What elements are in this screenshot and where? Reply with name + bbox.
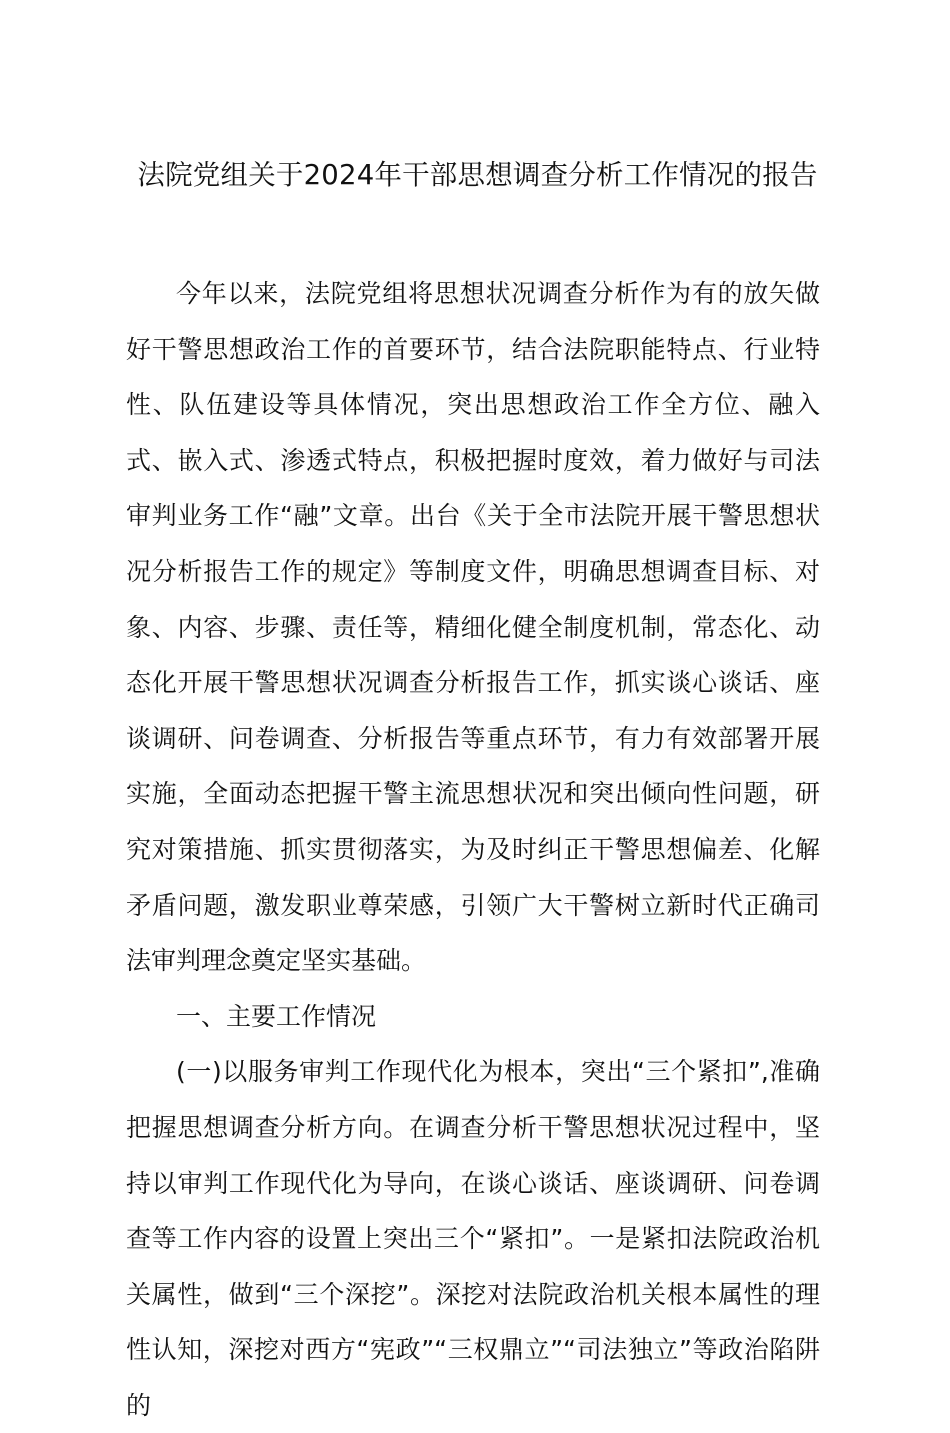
document-title: 法院党组关于2024年干部思想调查分析工作情况的报告: [137, 159, 818, 191]
intro-paragraph: 今年以来，法院党组将思想状况调查分析作为有的放矢做好干警思想政治工作的首要环节，结合法院职能特点、行业特性、队伍建设等具体情况，突出思想政治工作全方位、融入式、嵌入式、渗透式特点，积极把握时度效，着力做好与司法审判业务工作“融”文章。出台《关于全市法院开展干警思想状况分析报告工作的规定》等制度文件，明确思想调查目标、对象、内容、步骤、责任等，精细化健全制度机制，常态化、动态化开展干警思想状况调查分析报告工作，抓实谈心谈话、座谈调研、问卷调查、分析报告等重点环节，有力有效部署开展实施，全面动态把握干警主流思想状况和突出倾向性问题，研究对策措施、抓实贯彻落实，为及时纠正干警思想偏差、化解矛盾问题，激发职业尊荣感，引领广大干警树立新时代正确司法审判理念奠定坚实基础。: [126, 279, 820, 976]
document-body: [126, 266, 820, 1433]
subsection-paragraph: (一)以服务审判工作现代化为根本，突出“三个紧扣”,准确把握思想调查分析方向。在调查分析干警思想状况过程中，坚持以审判工作现代化为导向，在谈心谈话、座谈调研、问卷调查等工作内容的设置上突出三个“紧扣”。一是紧扣法院政治机关属性，做到“三个深挖”。深挖对法院政治机关根本属性的理性认知，深挖对西方“宪政”“三权鼎立”“司法独立”等政治陷阱的: [126, 1057, 820, 1420]
section-heading: 一、主要工作情况: [176, 1001, 377, 1031]
